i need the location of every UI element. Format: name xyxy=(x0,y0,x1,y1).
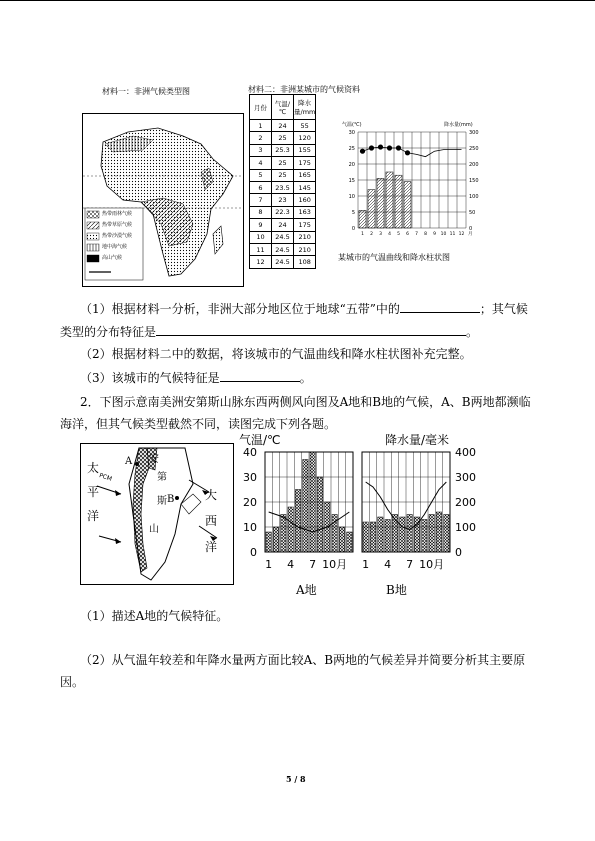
cell-temperature: 23.5 xyxy=(272,181,294,193)
atlantic-char-1: 大 xyxy=(205,488,218,502)
q1-line3: （2）根据材料二中的数据，将该城市的气温曲线和降水柱状图补充完整。 xyxy=(80,347,472,361)
table-row xyxy=(250,243,316,255)
cell-temperature: 24.5 xyxy=(272,243,294,255)
q1-line4-pre: （3）该城市的气候特征是 xyxy=(80,371,220,385)
cell-month: 1 xyxy=(250,120,272,132)
cell-temperature: 22.3 xyxy=(272,206,294,218)
chart2-xtick-a: 10月 xyxy=(322,558,348,571)
andes-label-2: 第 xyxy=(157,472,167,483)
caption-b: B地 xyxy=(386,583,407,597)
cell-precipitation: 165 xyxy=(294,169,316,181)
chart2-ylabel-temp: 气温/℃ xyxy=(239,433,281,447)
andes-wind-map xyxy=(80,443,234,585)
chart1-ytick-right: 300 xyxy=(469,130,479,136)
chart1-ytick-left: 10 xyxy=(348,194,355,200)
table-row xyxy=(250,132,316,144)
cell-precipitation: 55 xyxy=(294,120,316,132)
city-climate-chart xyxy=(340,118,480,252)
chart1-precip-bar xyxy=(395,175,402,228)
chart2-bar-a xyxy=(273,527,278,552)
africa-climate-map xyxy=(82,113,244,287)
table-row xyxy=(250,120,316,132)
q2-intro-line1: 2．下图示意南美洲安第斯山脉东西两侧风向图及A地和B地的气候，A、B两地都濒临 xyxy=(80,395,531,409)
q2-intro-line2: 海洋，但其气候类型截然不同，读图完成下列各题。 xyxy=(60,417,337,431)
cell-precipitation: 145 xyxy=(294,181,316,193)
andes-label-3: 斯 xyxy=(157,496,167,507)
chart1-ytick-right: 0 xyxy=(469,226,473,232)
table-row xyxy=(250,144,316,156)
legend-item-highland: 高山气候 xyxy=(102,255,123,261)
table-row xyxy=(250,219,316,231)
chart1-xtick: 5 xyxy=(397,232,400,237)
cell-month: 11 xyxy=(250,243,272,255)
chart2-bar-a xyxy=(347,532,352,552)
pacific-char-2: 平 xyxy=(87,485,100,499)
chart2-ytick-precip: 100 xyxy=(455,521,476,534)
chart2-ytick-temp: 10 xyxy=(243,521,257,534)
chart2-xtick-a: 1 xyxy=(265,558,273,571)
table-row xyxy=(250,231,316,243)
cell-temperature: 24 xyxy=(272,219,294,231)
chart2-xtick-a: 7 xyxy=(309,558,317,571)
chart1-precip-bar xyxy=(368,190,375,228)
chart1-ylabel-left: 气温(℃) xyxy=(342,122,362,128)
chart2-bar-b xyxy=(378,517,383,552)
table-header-precipitation: 降水量/mm xyxy=(294,95,316,120)
cell-month: 6 xyxy=(250,181,272,193)
wind-label: PCM xyxy=(98,472,113,483)
chart1-xtick: 10 xyxy=(440,232,447,237)
pacific-char-1: 太 xyxy=(87,461,100,475)
cell-month: 8 xyxy=(250,206,272,218)
chart2-ylabel-precip: 降水量/毫米 xyxy=(385,433,450,447)
chart1-ytick-left: 25 xyxy=(348,146,355,152)
cell-month: 5 xyxy=(250,169,272,181)
chart1-temp-point xyxy=(360,149,365,154)
q2-sub2-line1: （2）从气温年较差和年降水量两方面比较A、B两地的气候差异并简要分析其主要原 xyxy=(80,653,526,667)
cell-month: 9 xyxy=(250,219,272,231)
cell-month: 10 xyxy=(250,231,272,243)
chart2-bar-b xyxy=(407,515,412,553)
chart2-bar-b xyxy=(422,520,427,553)
q1-line2-post: 。 xyxy=(466,325,479,339)
climate-data-table xyxy=(249,94,316,269)
chart2-ytick-temp: 40 xyxy=(243,446,257,459)
chart2-bar-b xyxy=(429,515,434,553)
andes-label-1: 安 xyxy=(149,454,159,465)
chart2-ytick-temp: 30 xyxy=(243,471,257,484)
chart1-precip-bar xyxy=(404,182,411,228)
chart1-ytick-left: 15 xyxy=(348,178,355,184)
chart1-xunit: 月 xyxy=(468,232,473,237)
pacific-ocean-label xyxy=(87,456,99,528)
table-header-row xyxy=(250,95,316,120)
cell-month: 12 xyxy=(250,256,272,268)
cell-temperature: 25 xyxy=(272,169,294,181)
table-header-temperature: 气温/℃ xyxy=(272,95,294,120)
table-row xyxy=(250,157,316,169)
chart2-bar-b xyxy=(444,515,449,553)
cell-precipitation: 155 xyxy=(294,144,316,156)
atlantic-ocean-label xyxy=(205,482,217,560)
cell-temperature: 24.5 xyxy=(272,256,294,268)
cell-temperature: 25.3 xyxy=(272,144,294,156)
legend-item-savanna: 热带草原气候 xyxy=(102,222,133,228)
chart1-xtick: 12 xyxy=(458,232,465,237)
chart2-xtick-b: 7 xyxy=(406,558,414,571)
legend-item-mediterranean: 地中海气候 xyxy=(102,244,128,250)
chart2-ytick-precip: 0 xyxy=(455,546,462,559)
chart2-xtick-b: 4 xyxy=(384,558,392,571)
chart1-xtick: 3 xyxy=(379,232,382,237)
chart1-ylabel-right: 降水量(mm) xyxy=(444,122,473,128)
chart1-xtick: 4 xyxy=(388,232,391,237)
cell-month: 3 xyxy=(250,144,272,156)
answer-blank-distribution[interactable] xyxy=(156,323,466,336)
cell-temperature: 24.5 xyxy=(272,231,294,243)
cell-precipitation: 175 xyxy=(294,219,316,231)
chart1-precip-bar xyxy=(386,172,393,228)
atlantic-char-3: 洋 xyxy=(205,540,218,554)
atlantic-char-2: 西 xyxy=(205,514,218,528)
table-row xyxy=(250,206,316,218)
chart1-precip-bar xyxy=(359,210,366,228)
chart2-ytick-temp: 20 xyxy=(243,496,257,509)
chart2-bar-a xyxy=(295,490,300,553)
cell-temperature: 23 xyxy=(272,194,294,206)
point-a-marker xyxy=(135,462,139,466)
chart2-bar-a xyxy=(266,532,271,552)
material1-title: 材料一：非洲气候类型图 xyxy=(102,87,190,96)
ab-climate-charts-svg xyxy=(237,430,476,600)
cell-month: 7 xyxy=(250,194,272,206)
chart2-xtick-a: 4 xyxy=(287,558,295,571)
chart1-ytick-left: 30 xyxy=(348,130,355,136)
chart1-ytick-right: 100 xyxy=(469,194,479,200)
q2-sub2-line2: 因。 xyxy=(60,675,85,689)
cell-precipitation: 175 xyxy=(294,157,316,169)
chart1-xtick: 8 xyxy=(424,232,427,237)
cell-precipitation: 210 xyxy=(294,243,316,255)
climate-data-table-wrap xyxy=(249,94,316,269)
cell-precipitation: 160 xyxy=(294,194,316,206)
cell-precipitation: 163 xyxy=(294,206,316,218)
chart2-ytick-precip: 400 xyxy=(455,446,476,459)
point-b-label: B xyxy=(167,494,175,505)
point-a-label: A xyxy=(125,456,133,467)
q1-line1-pre: （1）根据材料一分析，非洲大部分地区位于地球“五带”中的 xyxy=(80,302,400,316)
chart2-bar-b xyxy=(363,522,368,552)
header-rule xyxy=(0,0,595,1)
chart2-bar-b xyxy=(436,512,441,552)
city-climate-chart-svg xyxy=(340,118,480,248)
chart2-ytick-precip: 300 xyxy=(455,471,476,484)
chart1-xtick: 9 xyxy=(433,232,436,237)
andes-label-4: 山 xyxy=(149,524,159,535)
table-row xyxy=(250,169,316,181)
cell-month: 4 xyxy=(250,157,272,169)
q1-line1 xyxy=(80,300,528,317)
page-number: 5 / 8 xyxy=(286,774,306,784)
q1-line4 xyxy=(80,369,312,386)
cell-precipitation: 210 xyxy=(294,231,316,243)
cell-temperature: 24 xyxy=(272,120,294,132)
cell-temperature: 25 xyxy=(272,157,294,169)
chart1-ytick-left: 0 xyxy=(351,226,355,232)
chart2-xtick-b: 1 xyxy=(362,558,370,571)
chart2-ytick-temp: 0 xyxy=(250,546,257,559)
q1-line4-post: 。 xyxy=(299,371,312,385)
table-row xyxy=(250,181,316,193)
cell-precipitation: 120 xyxy=(294,132,316,144)
chart2-bar-a xyxy=(317,477,322,552)
chart2-bar-a xyxy=(281,515,286,553)
pacific-char-3: 洋 xyxy=(87,509,100,523)
chart1-ytick-left: 20 xyxy=(348,162,355,168)
chart2-xtick-b: 10月 xyxy=(419,558,445,571)
point-b-marker xyxy=(175,496,179,500)
caption-a: A地 xyxy=(296,583,317,597)
chart2-bar-a xyxy=(288,507,293,552)
answer-blank-zone[interactable] xyxy=(400,300,480,313)
chart1-xtick: 7 xyxy=(415,232,418,237)
ab-climate-charts xyxy=(237,430,476,604)
chart2-bar-a xyxy=(303,460,308,553)
chart2-bar-b xyxy=(385,520,390,553)
q1-line1-post: ；其气候 xyxy=(479,302,528,316)
cell-temperature: 25 xyxy=(272,132,294,144)
table-header-month: 月份 xyxy=(250,95,272,120)
chart2-bar-b xyxy=(370,522,375,552)
chart1-ytick-right: 200 xyxy=(469,162,479,168)
chart1-xtick: 1 xyxy=(361,232,364,237)
chart-caption: 某城市的气温曲线和降水柱状图 xyxy=(338,253,450,262)
table-row xyxy=(250,256,316,268)
cell-month: 2 xyxy=(250,132,272,144)
chart1-xtick: 11 xyxy=(449,232,456,237)
chart2-bar-a xyxy=(310,452,315,552)
table-row xyxy=(250,194,316,206)
chart1-precip-bar xyxy=(377,178,384,228)
q2-sub1: （1）描述A地的气候特征。 xyxy=(80,609,229,623)
chart2-bar-a xyxy=(339,527,344,552)
chart1-ytick-right: 150 xyxy=(469,178,479,184)
material2-title: 材料二：非洲某城市的气候资料 xyxy=(248,85,360,94)
chart1-ytick-left: 5 xyxy=(351,210,355,216)
chart1-xtick: 6 xyxy=(406,232,409,237)
answer-blank-climate[interactable] xyxy=(220,369,300,382)
chart1-ytick-right: 50 xyxy=(469,210,476,216)
q1-line2 xyxy=(60,323,478,340)
cell-precipitation: 108 xyxy=(294,256,316,268)
chart2-bar-b xyxy=(400,517,405,552)
legend-item-desert: 热带沙漠气候 xyxy=(102,233,133,239)
chart2-ytick-precip: 200 xyxy=(455,496,476,509)
chart1-xtick: 2 xyxy=(370,232,373,237)
q1-line2-pre: 类型的分布特征是 xyxy=(60,325,157,339)
map-legend xyxy=(102,209,132,264)
legend-item-rainforest: 热带雨林气候 xyxy=(102,211,133,217)
chart1-ytick-right: 250 xyxy=(469,146,479,152)
